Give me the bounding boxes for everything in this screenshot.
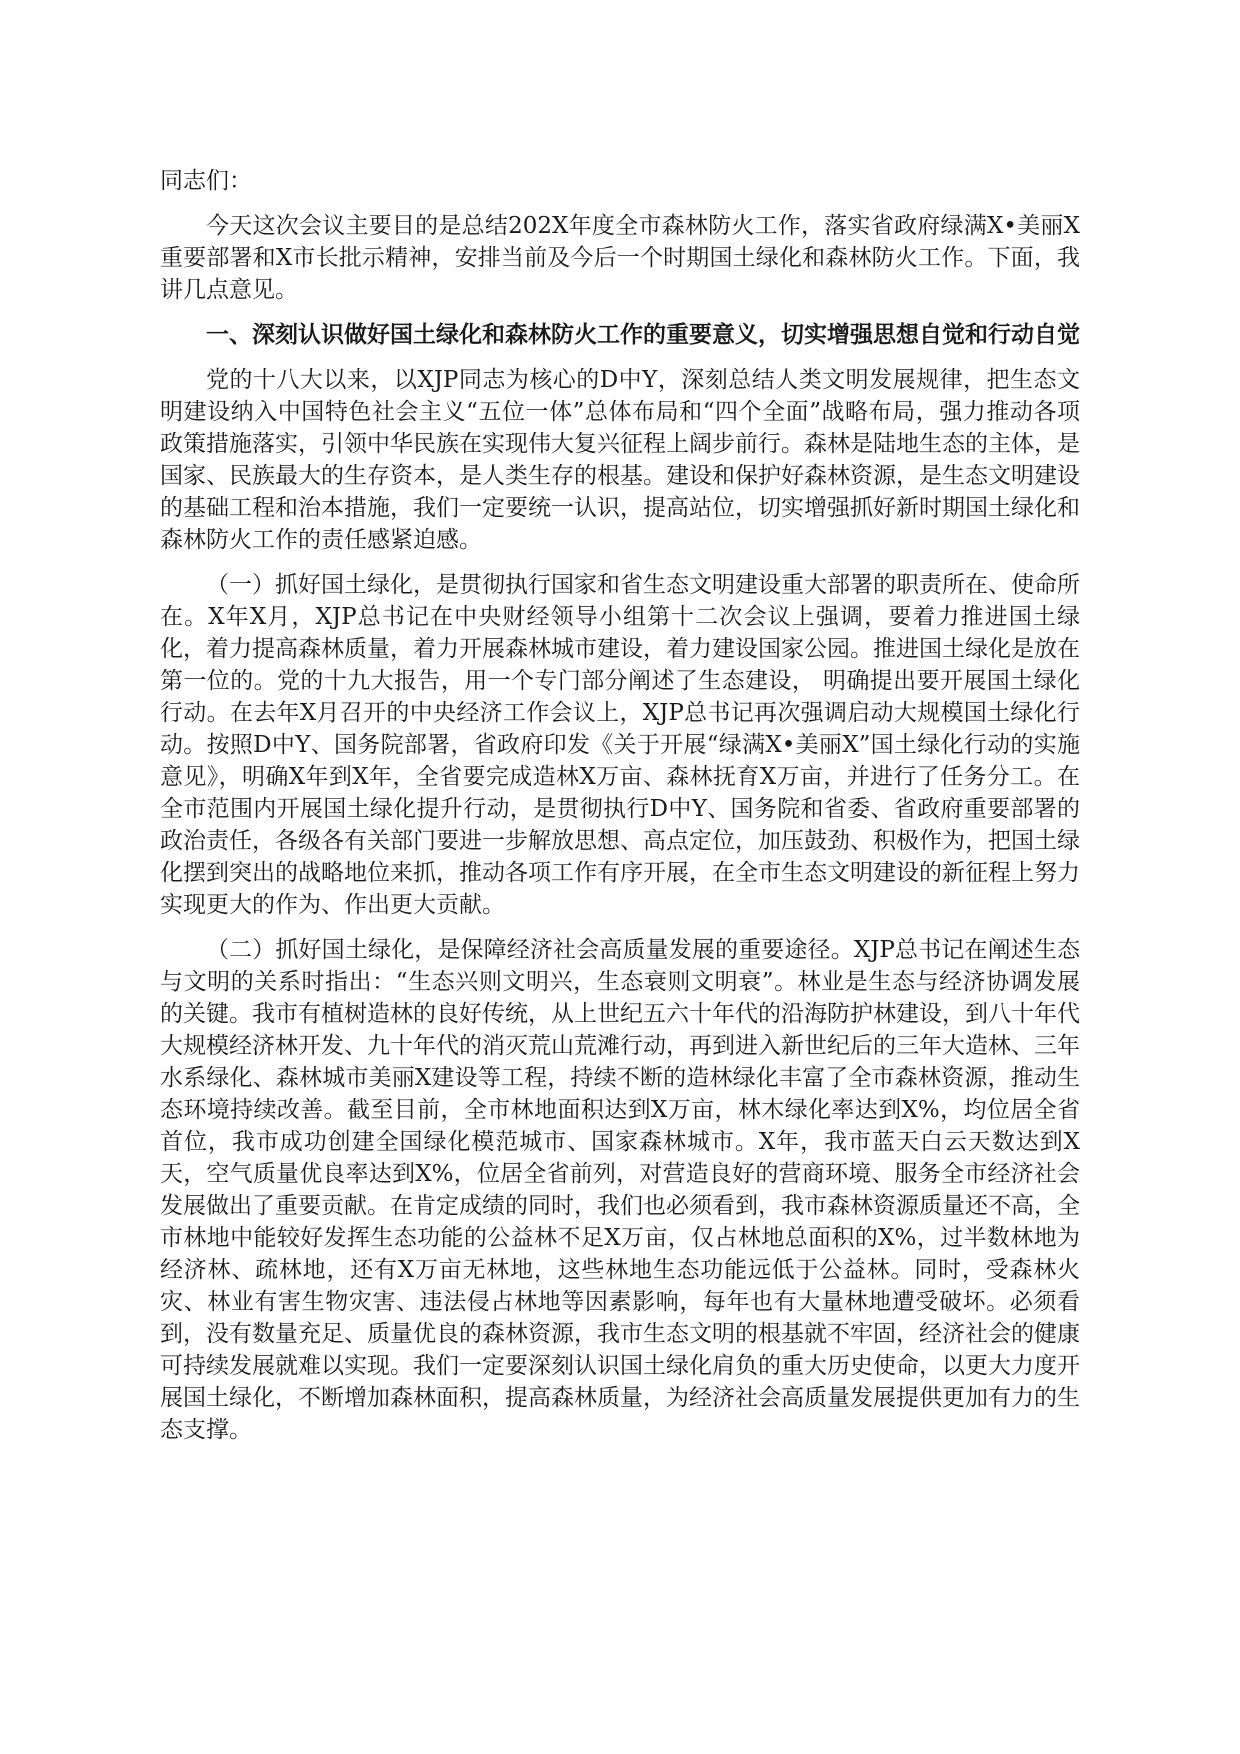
document-body [160, 165, 1080, 1459]
body-paragraph: 党的十八大以来，以XJP同志为核心的D中Y，深刻总结人类文明发展规律，把生态文明建设纳入中国特色社会主义“五位一体”总体布局和“四个全面”战略布局，强力推动各项政策措施落实，引领中华民族在实现伟大复兴征程上阔步前行。森林是陆地生态的主体，是国家、民族最大的生存资本，是人类生存的根基。建设和保护好森林资源，是生态文明建设的基础工程和治本措施，我们一定要统一认识，提高站位，切实增强抓好新时期国土绿化和森林防火工作的责任感紧迫感。 [160, 367, 1080, 553]
body-paragraph: （一）抓好国土绿化，是贯彻执行国家和省生态文明建设重大部署的职责所在、使命所在。X年X月，XJP总书记在中央财经领导小组第十二次会议上强调，要着力推进国土绿化，着力提高森林质量，着力开展森林城市建设，着力建设国家公园。推进国土绿化是放在第一位的。党的十九大报告，用一个专门部分阐述了生态建设， 明确提出要开展国土绿化行动。在去年X月召开的中央经济工作会议上，XJP总书记再次强调启动大规模国土绿化行动。按照D中Y、国务院部署，省政府印发《关于开展“绿满X•美丽X”国土绿化行动的实施意见》，明确X年到X年，全省要完成造林X万亩、森林抚育X万亩，并进行了任务分工。在全市范围内开展国土绿化提升行动，是贯彻执行D中Y、国务院和省委、省政府重要部署的政治责任，各级各有关部门要进一步解放思想、高点定位，加压鼓劲、积极作为，把国土绿化摆到突出的战略地位来抓，推动各项工作有序开展，在全市生态文明建设的新征程上努力实现更大的作为、作出更大贡献。 [160, 572, 1080, 918]
salutation: 同志们： [160, 168, 252, 194]
section-heading: 一、深刻认识做好国土绿化和森林防火工作的重要意义，切实增强思想自觉和行动自觉 [206, 322, 1080, 348]
body-paragraph: （二）抓好国土绿化，是保障经济社会高质量发展的重要途径。XJP总书记在阐述生态与文明的关系时指出：“生态兴则文明兴，生态衰则文明衰”。林业是生态与经济协调发展的关键。我市有植树造林的良好传统，从上世纪五六十年代的沿海防护林建设，到八十年代大规模经济林开发、九十年代的消灭荒山荒滩行动，再到进入新世纪后的三年大造林、三年水系绿化、森林城市美丽X建设等工程，持续不断的造林绿化丰富了全市森林资源，推动生态环境持续改善。截至目前，全市林地面积达到X万亩，林木绿化率达到X%，均位居全省首位，我市成功创建全国绿化模范城市、国家森林城市。X年，我市蓝天白云天数达到X天，空气质量优良率达到X%，位居全省前列，对营造良好的营商环境、服务全市经济社会发展做出了重要贡献。在肯定成绩的同时，我们也必须看到，我市森林资源质量还不高，全市林地中能较好发挥生态功能的公益林不足X万亩，仅占林地总面积的X%，过半数林地为经济林、疏林地，还有X万亩无林地，这些林地生态功能远低于公益林。同时，受森林火灾、林业有害生物灾害、违法侵占林地等因素影响，每年也有大量林地遭受破坏。必须看到，没有数量充足、质量优良的森林资源，我市生态文明的根基就不牢固，经济社会的健康可持续发展就难以实现。我们一定要深刻认识国土绿化肩负的重大历史使命，以更大力度开展国土绿化，不断增加森林面积，提高森林质量，为经济社会高质量发展提供更加有力的生态支撑。 [160, 937, 1080, 1443]
intro-paragraph: 今天这次会议主要目的是总结202X年度全市森林防火工作，落实省政府绿满X•美丽X重要部署和X市长批示精神，安排当前及今后一个时期国土绿化和森林防火工作。下面，我讲几点意见。 [160, 213, 1080, 303]
